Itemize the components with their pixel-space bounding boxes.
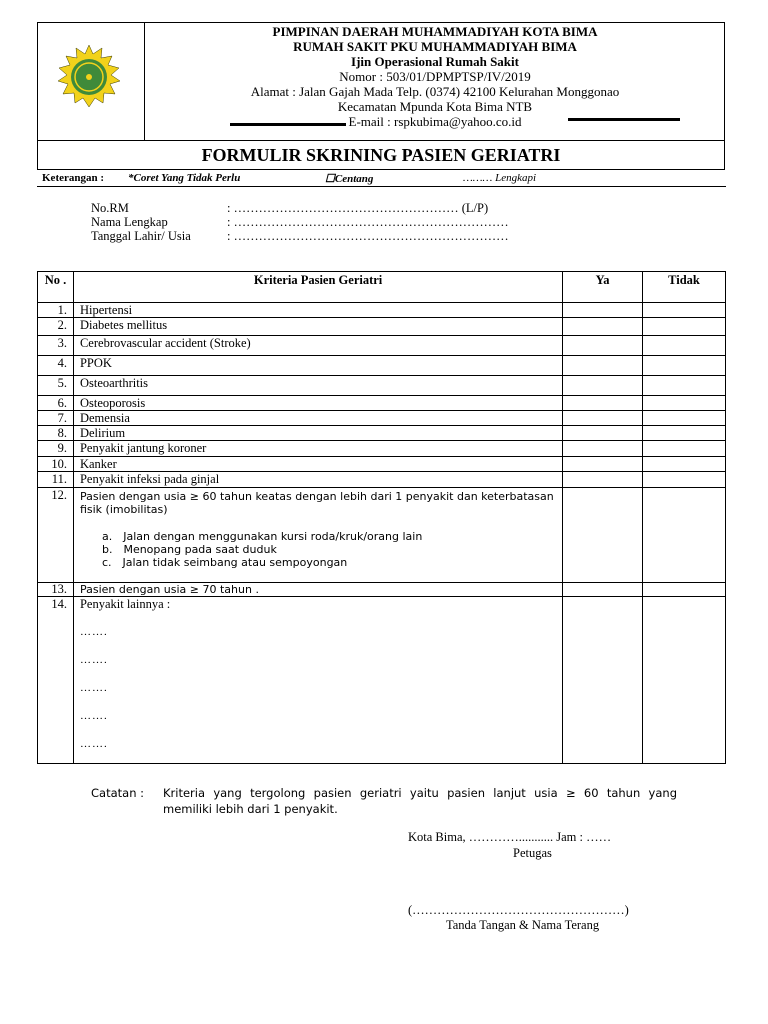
keterangan-lengkapi: ……… Lengkapi xyxy=(463,172,537,184)
keterangan-centang: ☐Centang xyxy=(325,173,374,185)
tidak-checkbox[interactable] xyxy=(643,597,726,764)
dots-line[interactable]: ……. xyxy=(79,710,108,722)
tidak-checkbox[interactable] xyxy=(643,396,726,411)
ya-checkbox[interactable] xyxy=(563,303,643,318)
row-number: 13. xyxy=(38,583,74,597)
header-district: Kecamatan Mpunda Kota Bima NTB xyxy=(337,99,533,114)
row14-text: Penyakit lainnya : xyxy=(79,597,171,611)
row-number: 4. xyxy=(38,356,74,376)
tidak-checkbox[interactable] xyxy=(643,336,726,356)
catatan-label: Catatan : xyxy=(91,786,145,800)
ya-checkbox[interactable] xyxy=(563,583,643,597)
tidak-checkbox[interactable] xyxy=(643,376,726,396)
tidak-checkbox[interactable] xyxy=(643,472,726,488)
tgl-lahir-label: Tanggal Lahir/ Usia xyxy=(91,229,191,243)
tidak-checkbox[interactable] xyxy=(643,488,726,583)
dots-line[interactable]: ……. xyxy=(79,654,108,666)
header-number: Nomor : 503/01/DPMPTSP/IV/2019 xyxy=(339,69,531,84)
decorative-rule-left xyxy=(230,123,346,126)
table-row xyxy=(38,488,726,583)
ya-checkbox[interactable] xyxy=(563,457,643,472)
row-number: 12. xyxy=(38,488,74,583)
dots-line[interactable]: ……. xyxy=(79,626,108,638)
norm-label: No.RM xyxy=(91,201,129,215)
col-header-tidak: Tidak xyxy=(643,272,726,303)
row-number: 8. xyxy=(38,426,74,441)
decorative-rule-right xyxy=(568,118,680,121)
row-criteria: Delirium xyxy=(73,426,562,441)
ya-checkbox[interactable] xyxy=(563,376,643,396)
row-number: 3. xyxy=(38,336,74,356)
table-row xyxy=(38,597,726,764)
criteria-table xyxy=(37,271,726,764)
col-header-ya: Ya xyxy=(563,272,643,303)
catatan-text-2: memiliki lebih dari 1 penyakit. xyxy=(163,802,338,816)
row-number: 9. xyxy=(38,441,74,457)
tidak-checkbox[interactable] xyxy=(643,356,726,376)
header-permit: Ijin Operasional Rumah Sakit xyxy=(351,54,519,69)
signature-caption: Tanda Tangan & Nama Terang xyxy=(446,918,600,932)
table-row xyxy=(38,356,726,376)
dots-line[interactable]: ……. xyxy=(79,682,108,694)
row-criteria: PPOK xyxy=(73,356,562,376)
norm-field[interactable]: : ……………………………………………… (L/P) xyxy=(227,201,489,215)
muhammadiyah-logo-icon xyxy=(57,45,121,109)
table-row xyxy=(38,411,726,426)
row-criteria: Osteoporosis xyxy=(73,396,562,411)
ya-checkbox[interactable] xyxy=(563,396,643,411)
tidak-checkbox[interactable] xyxy=(643,318,726,336)
row-number: 14. xyxy=(38,597,74,764)
table-row xyxy=(38,441,726,457)
row-number: 6. xyxy=(38,396,74,411)
row-criteria: Penyakit jantung koroner xyxy=(73,441,562,457)
petugas-label: Petugas xyxy=(513,846,552,860)
row-criteria: Penyakit infeksi pada ginjal xyxy=(73,472,562,488)
header-email: E-mail : rspkubima@yahoo.co.id xyxy=(348,114,522,129)
table-row xyxy=(38,303,726,318)
table-row xyxy=(38,457,726,472)
row-criteria xyxy=(73,597,562,764)
ya-checkbox[interactable] xyxy=(563,597,643,764)
table-row xyxy=(38,396,726,411)
row-number: 2. xyxy=(38,318,74,336)
table-row xyxy=(38,472,726,488)
keterangan-label: Keterangan : xyxy=(42,172,105,184)
row12-item-b: b. Menopang pada saat duduk xyxy=(101,543,277,556)
row-number: 7. xyxy=(38,411,74,426)
table-row xyxy=(38,376,726,396)
dots-line[interactable]: ……. xyxy=(79,738,108,750)
ya-checkbox[interactable] xyxy=(563,488,643,583)
tidak-checkbox[interactable] xyxy=(643,426,726,441)
row-criteria: Diabetes mellitus xyxy=(73,318,562,336)
row-number: 5. xyxy=(38,376,74,396)
row12-item-a: a. Jalan dengan menggunakan kursi roda/kruk/orang lain xyxy=(101,530,423,543)
tidak-checkbox[interactable] xyxy=(643,441,726,457)
tgl-lahir-field[interactable]: : ………………………………………………………… xyxy=(227,229,509,243)
nama-label: Nama Lengkap xyxy=(91,215,168,229)
catatan-text-1: Kriteria yang tergolong pasien geriatri yaitu pasien lanjut usia ≥ 60 tahun yang xyxy=(163,786,677,800)
row-number: 1. xyxy=(38,303,74,318)
ya-checkbox[interactable] xyxy=(563,426,643,441)
row-criteria: Osteoarthritis xyxy=(73,376,562,396)
header-org: PIMPINAN DAERAH MUHAMMADIYAH KOTA BIMA xyxy=(272,24,598,39)
tidak-checkbox[interactable] xyxy=(643,303,726,318)
ya-checkbox[interactable] xyxy=(563,336,643,356)
row-criteria: Demensia xyxy=(73,411,562,426)
tidak-checkbox[interactable] xyxy=(643,411,726,426)
ya-checkbox[interactable] xyxy=(563,472,643,488)
row-criteria: Pasien dengan usia ≥ 70 tahun . xyxy=(73,583,562,597)
table-row xyxy=(38,583,726,597)
row-criteria xyxy=(73,488,562,583)
row-criteria: Cerebrovascular accident (Stroke) xyxy=(73,336,562,356)
place-date-field[interactable]: Kota Bima, …………........... Jam : …… xyxy=(408,830,612,844)
keterangan-underline xyxy=(37,186,726,187)
tidak-checkbox[interactable] xyxy=(643,583,726,597)
ya-checkbox[interactable] xyxy=(563,318,643,336)
table-row xyxy=(38,318,726,336)
table-row xyxy=(38,426,726,441)
row-criteria: Hipertensi xyxy=(73,303,562,318)
keterangan-coret: *Coret Yang Tidak Perlu xyxy=(128,172,241,184)
row-number: 10. xyxy=(38,457,74,472)
header-hospital: RUMAH SAKIT PKU MUHAMMADIYAH BIMA xyxy=(293,39,577,54)
tidak-checkbox[interactable] xyxy=(643,457,726,472)
row-number: 11. xyxy=(38,472,74,488)
table-header-row xyxy=(38,272,726,303)
table-row xyxy=(38,336,726,356)
row-criteria: Kanker xyxy=(73,457,562,472)
col-header-kriteria: Kriteria Pasien Geriatri xyxy=(73,272,562,303)
form-title: FORMULIR SKRINING PASIEN GERIATRI xyxy=(37,140,725,170)
ya-checkbox[interactable] xyxy=(563,411,643,426)
signature-name-line[interactable]: (……………………………………………) xyxy=(408,903,629,917)
nama-field[interactable]: : ………………………………………………………… xyxy=(227,215,509,229)
row12-text: Pasien dengan usia ≥ 60 tahun keatas dengan lebih dari 1 penyakit dan keterbatasan fisik (imobilitas) xyxy=(79,490,554,516)
logo-cell xyxy=(37,22,145,140)
row12-item-c: c. Jalan tidak seimbang atau sempoyongan xyxy=(101,556,348,569)
ya-checkbox[interactable] xyxy=(563,441,643,457)
header-address: Alamat : Jalan Gajah Mada Telp. (0374) 42100 Kelurahan Monggonao xyxy=(250,84,620,99)
ya-checkbox[interactable] xyxy=(563,356,643,376)
col-header-no: No . xyxy=(38,272,74,303)
